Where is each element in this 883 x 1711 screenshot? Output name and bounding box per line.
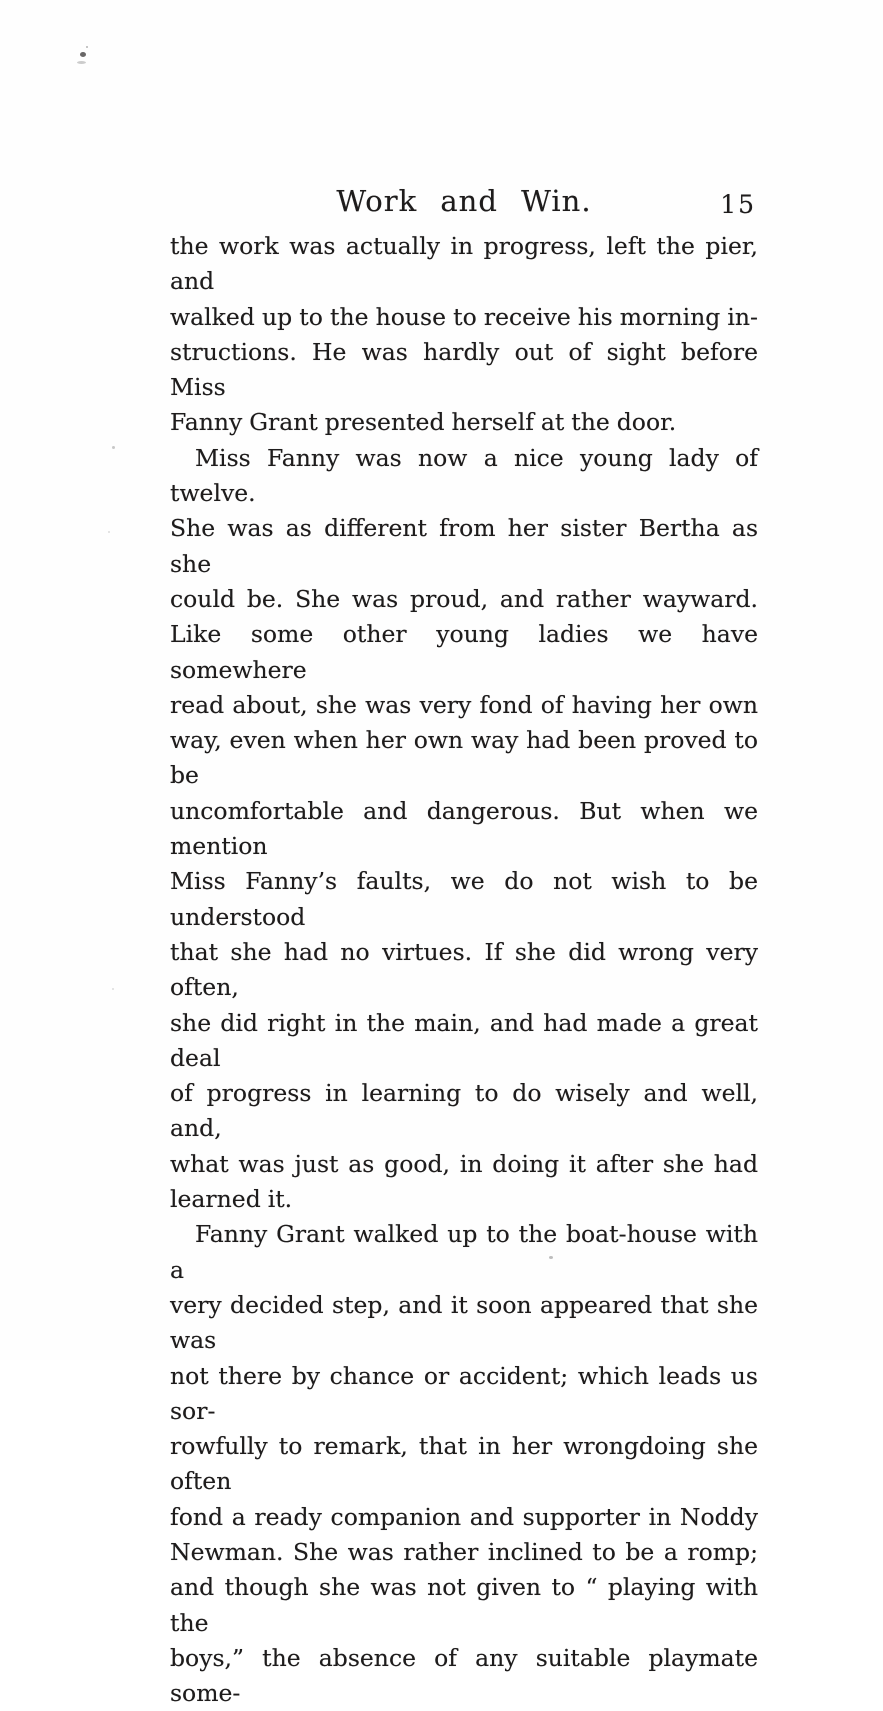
text-line: she did right in the main, and had made a great deal — [170, 1008, 758, 1072]
scan-speck — [108, 531, 110, 533]
text-line: read about, she was very fond of having her own — [170, 690, 758, 719]
text-line: the work was actually in progress, left the pier, and — [170, 232, 758, 296]
scan-speck — [112, 446, 115, 449]
text-line: of progress in learning to do wisely and well, and, — [170, 1079, 758, 1143]
running-header — [170, 184, 758, 218]
text-line: Like some other young ladies we have somewhere — [170, 620, 758, 684]
text-line: what was just as good, in doing it after she had — [170, 1149, 758, 1178]
text-line: very decided step, and it soon appeared that she was — [170, 1290, 758, 1355]
text-line: learned it. — [170, 1185, 293, 1214]
text-line: could be. She was proud, and rather wayward. — [170, 584, 758, 613]
text-line: uncomfortable and dangerous. But when we mention — [170, 796, 758, 861]
text-line: Newman. She was rather inclined to be a romp; — [170, 1537, 758, 1566]
text-line: Fanny Grant presented herself at the door. — [170, 408, 677, 437]
page-number: 15 — [720, 190, 756, 219]
text-line: and though she was not given to “ playing with the — [170, 1573, 758, 1637]
text-line: Fanny Grant walked up to the boat-house with a — [170, 1220, 758, 1284]
scan-speck — [77, 61, 86, 64]
scan-speck — [80, 52, 86, 57]
scan-speck — [112, 988, 114, 990]
scan-speck — [86, 46, 88, 48]
text-line: walked up to the house to receive his morning in- — [170, 302, 758, 331]
text-line: not there by chance or accident; which leads us sor- — [170, 1361, 758, 1425]
text-line: rowfully to remark, that in her wrongdoing she often — [170, 1432, 758, 1496]
text-line: Miss Fanny was now a nice young lady of twelve. — [170, 443, 758, 508]
text-line: boys,” the absence of any suitable playmate some- — [170, 1643, 758, 1708]
text-line: that she had no virtues. If she did wrong very often, — [170, 937, 758, 1002]
text-line: Miss Fanny’s faults, we do not wish to be understood — [170, 867, 758, 931]
text-line: way, even when her own way had been proved to be — [170, 726, 758, 790]
text-line: fond a ready companion and supporter in Noddy — [170, 1502, 758, 1531]
text-line: She was as different from her sister Bertha as she — [170, 514, 758, 578]
page-body-text — [170, 229, 758, 1711]
text-line: structions. He was hardly out of sight before Miss — [170, 337, 758, 402]
page-title: Work and Win. — [336, 184, 592, 218]
